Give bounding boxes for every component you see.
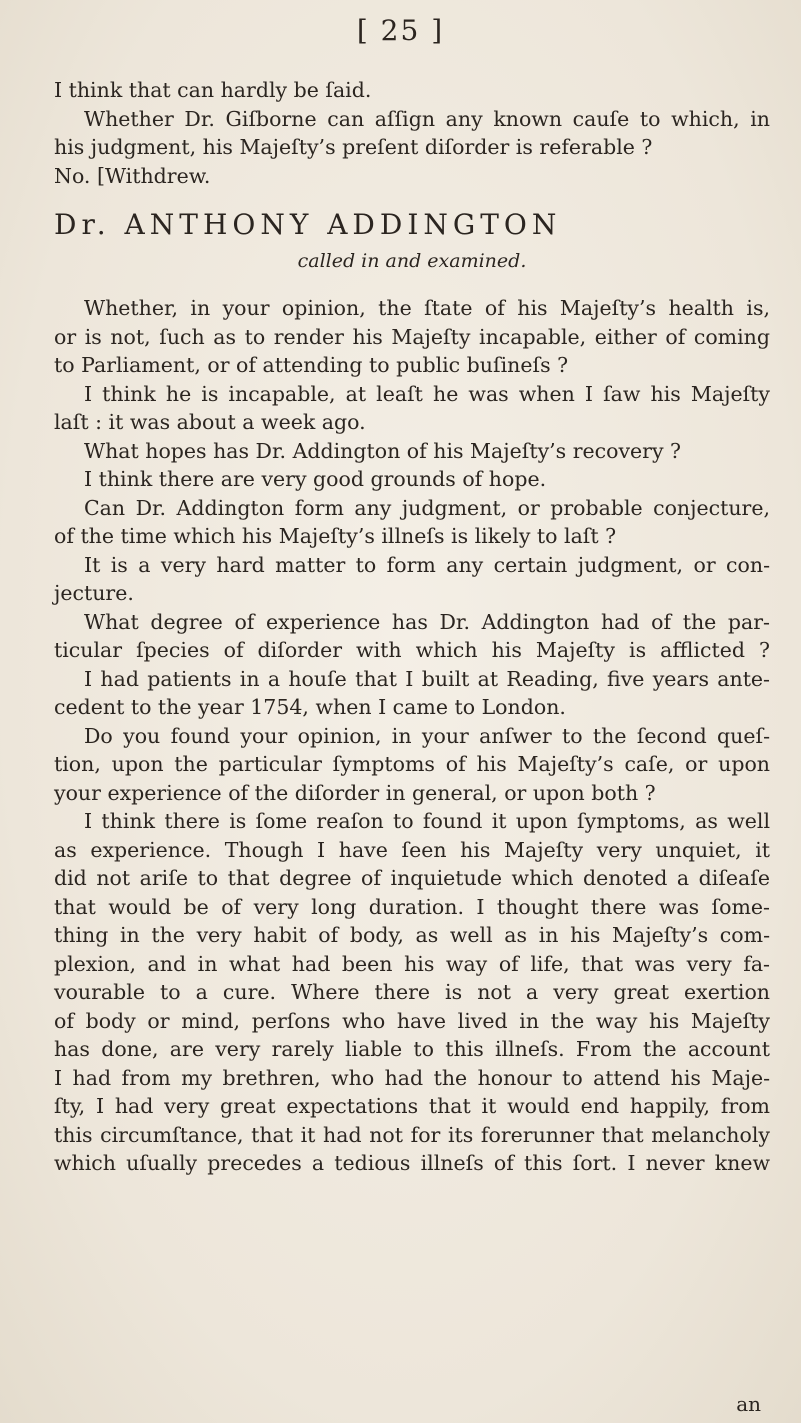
answer-line: this circumſtance, that it had not for its forerunner that melancholy [54, 1122, 770, 1147]
text-line: No. [Withdrew. [54, 163, 211, 188]
answer-line: ſty, I had very great expectations that it would end happily, from [54, 1094, 770, 1118]
answer-line: I had patients in a houſe that I built at Reading, five years ante- [84, 666, 770, 691]
answer-line: that would be of very long duration. I thought there was ſome- [54, 894, 770, 919]
page-number: [ 25 ] [356, 14, 445, 47]
text-column [54, 76, 770, 1178]
catchword: an [736, 1392, 761, 1416]
question-line: to Parliament, or of attending to public buſineſs ? [54, 353, 569, 377]
answer-line: laſt : it was about a week ago. [54, 410, 366, 434]
text-line: I think that can hardly be ſaid. [54, 78, 372, 102]
question-line: ticular ſpecies of diſorder with which his Majeſty is afflicted ? [54, 638, 770, 662]
text-line: his judgment, his Majeſty’s preſent diſorder is referable ? [54, 135, 653, 159]
witness-subheading: called in and examined. [297, 250, 527, 272]
question-line: or is not, ſuch as to render his Majeſty incapable, either of coming [54, 324, 770, 349]
answer-line: vourable to a cure. Where there is not a very great exertion [54, 980, 770, 1004]
answer-line: I think there are very good grounds of hope. [84, 467, 547, 491]
answer-line: It is a very hard matter to form any certain judgment, or con- [84, 552, 770, 577]
question-line: What hopes has Dr. Addington of his Majeſty’s recovery ? [84, 438, 682, 463]
text-line: Whether Dr. Giſborne can aſſign any known cauſe to which, in [84, 106, 770, 131]
answer-line: I think he is incapable, at leaſt he was when I ſaw his Majeſty [84, 381, 770, 406]
answer-line: plexion, and in what had been his way of life, that was very fa- [54, 951, 770, 976]
answer-line: cedent to the year 1754, when I came to London. [54, 695, 566, 719]
question-line: What degree of experience has Dr. Addington had of the par- [84, 609, 770, 634]
answer-line: did not ariſe to that degree of inquietude which denoted a diſeaſe [54, 866, 770, 890]
question-line: Do you found your opinion, in your anſwer to the ſecond queſ- [84, 723, 770, 748]
question-line: of the time which his Majeſty’s illneſs is likely to laſt ? [54, 524, 617, 548]
question-line: Whether, in your opinion, the ſtate of his Majeſty’s health is, [84, 296, 770, 320]
answer-line: I had from my brethren, who had the honour to attend his Maje- [54, 1065, 770, 1090]
witness-heading: Dr. ANTHONY ADDINGTON [54, 208, 562, 241]
answer-line: as experience. Though I have ſeen his Majeſty very unquiet, it [54, 837, 770, 862]
question-line: your experience of the diſorder in general, or upon both ? [54, 780, 656, 805]
answer-line: which uſually precedes a tedious illneſs of this ſort. I never knew [54, 1151, 770, 1175]
answer-line: jecture. [54, 581, 134, 605]
question-line: Can Dr. Addington form any judgment, or probable conjecture, [84, 495, 770, 520]
answer-line: has done, are very rarely liable to this illneſs. From the account [54, 1037, 770, 1061]
answer-line: I think there is ſome reaſon to found it upon ſymptoms, as well [84, 809, 770, 833]
answer-line: thing in the very habit of body, as well as in his Majeſty’s com- [54, 923, 770, 947]
question-line: tion, upon the particular ſymptoms of his Majeſty’s caſe, or upon [54, 752, 770, 776]
answer-line: of body or mind, perſons who have lived in the way his Majeſty [54, 1008, 770, 1033]
